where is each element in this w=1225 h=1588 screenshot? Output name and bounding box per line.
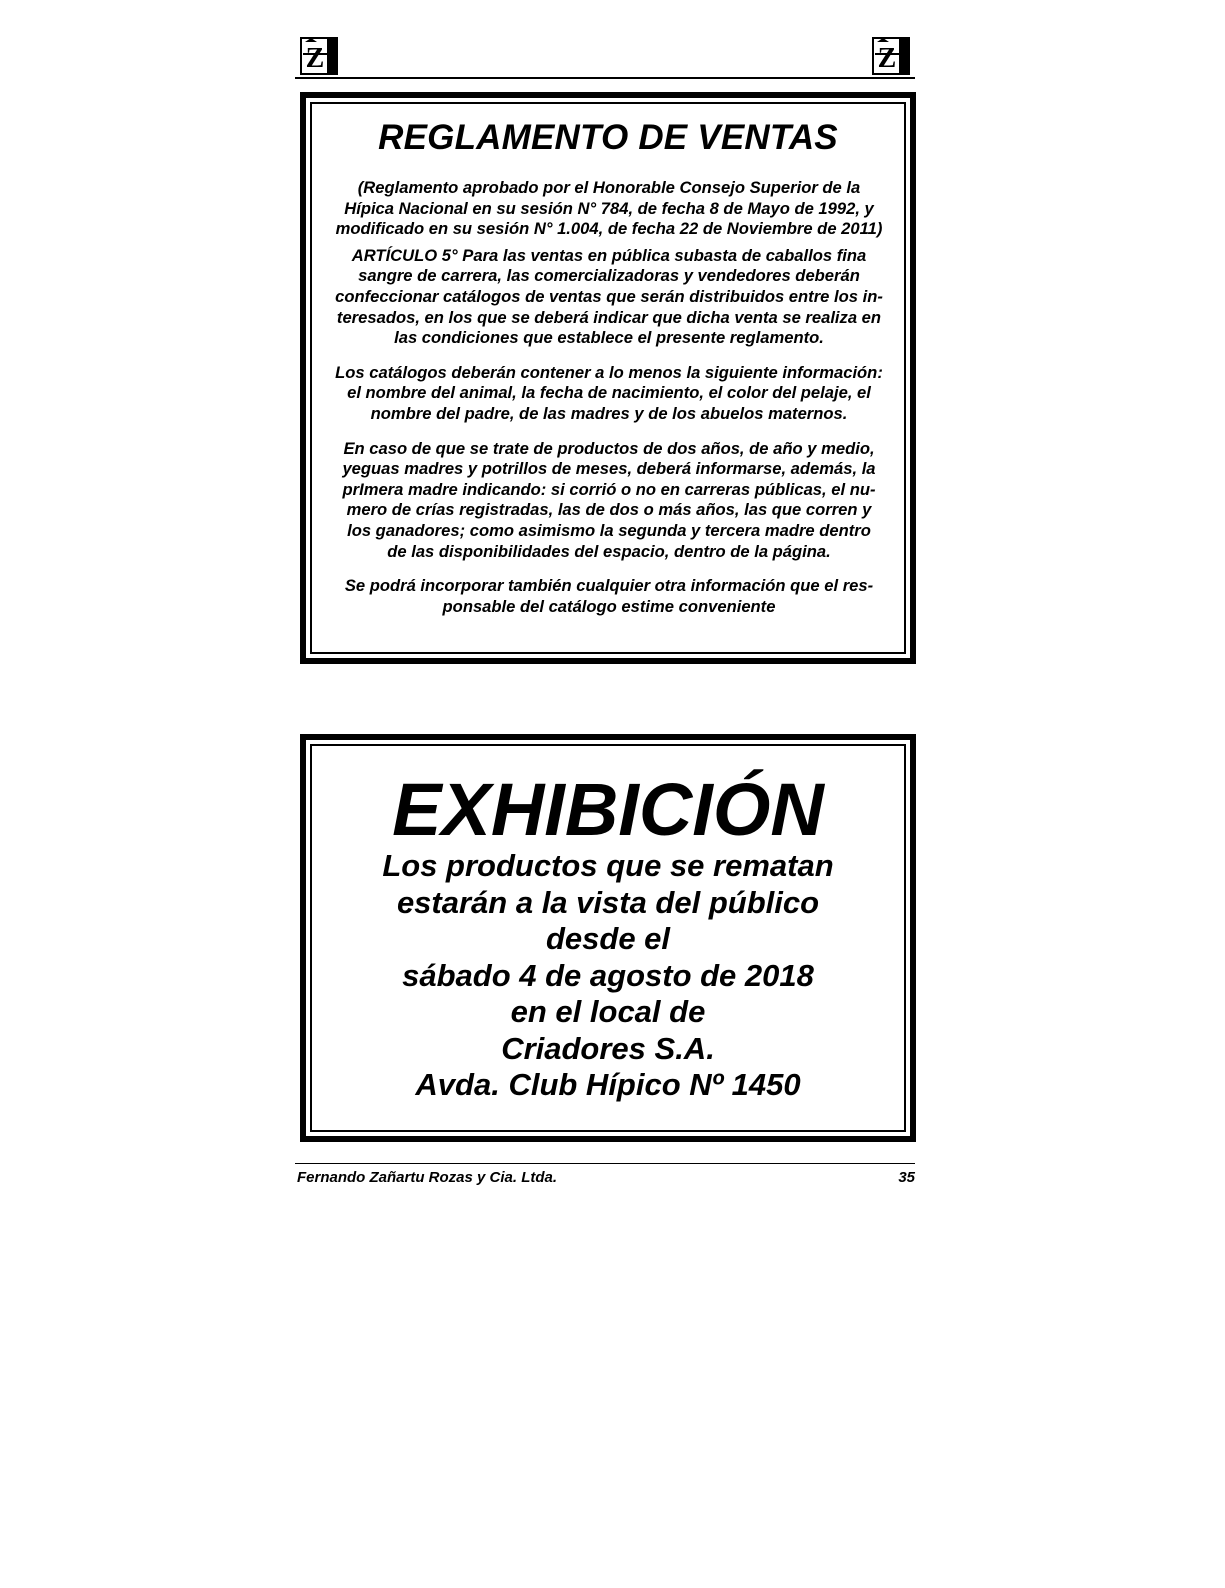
productos-paragraph: En caso de que se trate de productos de dos años, de año y medio, yeguas madres y potrillos de meses, deberá informarse, además, la prImera madre indicando: si corrió o no en carreras públicas, el nu- mero de crías registradas, las de dos o más años, las que corren y los ganadores; como asimismo la segunda y tercera madre dentro de las disponibilidades del espacio, dentro de la página. <box>342 438 876 561</box>
articulo-paragraph: ARTÍCULO 5° Para las ventas en pública subasta de caballos fina sangre de carrera, las comercializadoras y vendedores deberán confeccionar catálogos de ventas que serán distribuidos entre los in- teresados, en los que se deberá indicar que dicha venta se realiza en las condiciones que establece el presente reglamento. <box>335 245 883 348</box>
reglamento-title: REGLAMENTO DE VENTAS <box>378 118 838 157</box>
exhibicion-title: EXHIBICIÓN <box>392 768 824 851</box>
exhibicion-venue: Criadores S.A. <box>501 1030 715 1066</box>
incorporar-paragraph: Se podrá incorporar también cualquier otra información que el res- ponsable del catálogo estime conveniente <box>344 576 874 616</box>
catalogos-paragraph: Los catálogos deberán contener a lo menos la siguiente información: el nombre del animal, la fecha de nacimiento, el color del pelaje, el nombre del padre, de las madres y de los abuelos maternos. <box>335 362 883 423</box>
reglamento-body <box>318 178 900 631</box>
exhibicion-details <box>306 848 910 1104</box>
zanartu-logo-icon <box>297 34 341 78</box>
exhibicion-line: Los productos que se rematan <box>382 848 834 883</box>
header-rule <box>295 77 915 79</box>
reglamento-intro: (Reglamento aprobado por el Honorable Consejo Superior de la Hípica Nacional en su sesión N° 784, de fecha 8 de Mayo de 1992, y modificado en su sesión N° 1.004, de fecha 22 de Noviembre de 2011) <box>335 178 883 239</box>
page-number: 35 <box>898 1169 915 1186</box>
footer-rule <box>295 1163 915 1164</box>
exhibicion-address: Avda. Club Hípico Nº 1450 <box>415 1067 801 1102</box>
exhibicion-line: desde el <box>545 921 671 956</box>
exhibicion-box <box>300 734 916 1142</box>
exhibicion-line: en el local de <box>510 994 706 1029</box>
exhibicion-line: estarán a la vista del público <box>396 884 820 920</box>
zanartu-logo-icon <box>869 34 913 78</box>
svg-text:Z: Z <box>877 43 897 74</box>
svg-text:Z: Z <box>305 43 325 74</box>
reglamento-box <box>300 92 916 664</box>
footer-company: Fernando Zañartu Rozas y Cia. Ltda. <box>297 1169 558 1186</box>
page-header <box>295 30 915 82</box>
exhibicion-date: sábado 4 de agosto de 2018 <box>402 957 814 993</box>
